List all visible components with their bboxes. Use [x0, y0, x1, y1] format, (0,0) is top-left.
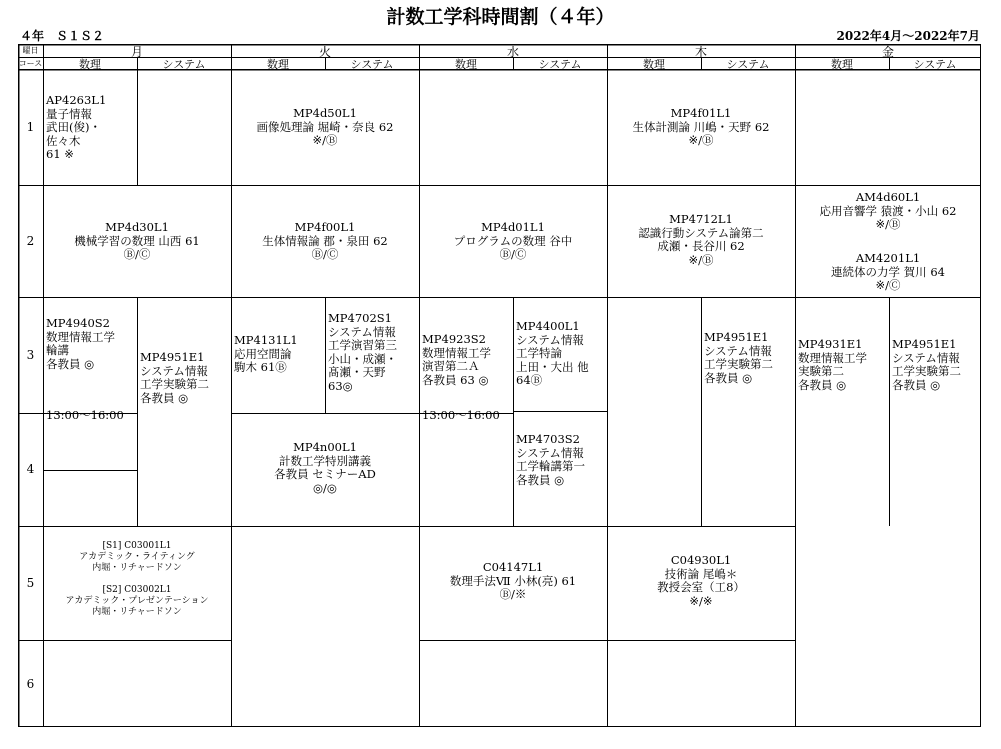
day-header-wed: 水 [506, 45, 519, 59]
course-header-wed-sys: システム [538, 58, 582, 71]
class-cell-wed-p2[interactable]: MP4d01L1 プログラムの数理 谷中 Ⓑ/Ⓒ [453, 220, 573, 261]
course-header-fri-sys: システム [913, 58, 957, 71]
course-header-tue-math: 数理 [267, 58, 289, 71]
timetable [18, 44, 981, 727]
class-cell-fri-p2a[interactable]: AM4d60L1 応用音響学 猿渡・小山 62 ※/Ⓑ [819, 190, 957, 231]
date-range-label: 2022年4月～2022年7月 [836, 29, 980, 43]
class-cell-thu-p2[interactable]: MP4712L1 認識行動システム論第二 成瀬・長谷川 62 ※/Ⓑ [638, 212, 764, 267]
class-cell-thu-p5[interactable]: C04930L1 技術論 尾嶋＊ 教授会室（工8） ※/※ [657, 553, 745, 608]
course-header-fri-math: 数理 [831, 58, 853, 71]
class-cell-mon-p5[interactable]: [S1] C03001L1 アカデミック・ライティング 内堀・リチャードソン [S2] C03002L1 アカデミック・プレゼンテーション 内堀・リチャードソン [65, 541, 209, 617]
course-header-thu-sys: システム [726, 58, 770, 71]
period-5-label: 5 [26, 576, 35, 590]
class-cell-thu-p3-sys[interactable]: MP4951E1 システム情報 工学実験第二 各教員 ◎ [704, 330, 773, 385]
period-1-label: 1 [26, 120, 35, 134]
period-3-label: 3 [26, 348, 35, 362]
class-cell-tue-p2[interactable]: MP4f00L1 生体情報論 郡・泉田 62 Ⓑ/Ⓒ [262, 220, 388, 261]
class-cell-tue-p4[interactable]: MP4n00L1 計数工学特別講義 各教員 セミナーAD ◎/◎ [274, 440, 376, 495]
class-cell-mon-p1[interactable]: AP4263L1 量子情報 武田(俊)・ 佐々木 61 ※ [46, 93, 107, 161]
day-header-tue: 火 [318, 45, 331, 59]
day-row-label: 曜日 [22, 46, 39, 55]
class-cell-wed-p5[interactable]: C04147L1 数理手法Ⅶ 小林(亮) 61 Ⓑ/※ [449, 560, 577, 601]
class-cell-tue-p3-sys[interactable]: MP4702S1 システム情報 工学演習第三 小山・成瀬・ 髙瀬・天野 63◎ [328, 311, 397, 393]
day-header-fri: 金 [881, 45, 894, 59]
grade-term-label: ４年 Ｓ１Ｓ２ [20, 29, 105, 43]
period-2-label: 2 [26, 234, 35, 248]
period-4-label: 4 [26, 462, 35, 476]
class-cell-thu-p1[interactable]: MP4f01L1 生体計測論 川嶋・天野 62 ※/Ⓑ [632, 106, 770, 147]
page-title: 計数工学科時間割（４年） [386, 6, 615, 28]
class-time-wed-p3: 13:00～16:00 [422, 408, 500, 422]
class-cell-tue-p3-math[interactable]: MP4131L1 応用空間論 駒木 61Ⓑ [234, 333, 298, 374]
class-cell-fri-p2b[interactable]: AM4201L1 連続体の力学 賀川 64 ※/Ⓒ [831, 251, 945, 292]
course-header-thu-math: 数理 [643, 58, 665, 71]
class-cell-mon-p2[interactable]: MP4d30L1 機械学習の数理 山西 61 Ⓑ/Ⓒ [74, 220, 200, 261]
class-cell-wed-p3-math[interactable]: MP4923S2 数理情報工学 演習第二Ａ 各教員 63 ◎ [422, 332, 491, 387]
class-cell-mon-p3-sys[interactable]: MP4951E1 システム情報 工学実験第二 各教員 ◎ [140, 350, 209, 405]
class-cell-wed-p3-sys[interactable]: MP4400L1 システム情報 工学特論 上田・大出 他 64Ⓑ [516, 319, 589, 387]
class-cell-mon-p3-math[interactable]: MP4940S2 数理情報工学 輪講 各教員 ◎ [46, 316, 115, 371]
course-header-mon-sys: システム [162, 58, 206, 71]
course-header-mon-math: 数理 [79, 58, 101, 71]
day-header-mon: 月 [130, 45, 143, 59]
day-header-thu: 木 [694, 45, 707, 59]
course-header-tue-sys: システム [350, 58, 394, 71]
class-cell-fri-p3-math[interactable]: MP4931E1 数理情報工学 実験第二 各教員 ◎ [798, 337, 867, 392]
class-cell-tue-p1[interactable]: MP4d50L1 画像処理論 堀崎・奈良 62 ※/Ⓑ [256, 106, 394, 147]
course-row-label: コース [18, 59, 43, 68]
period-6-label: 6 [26, 677, 35, 691]
class-time-mon-p3: 13:00～16:00 [46, 408, 124, 422]
course-header-wed-math: 数理 [455, 58, 477, 71]
class-cell-wed-p4-sys[interactable]: MP4703S2 システム情報 工学輪講第一 各教員 ◎ [516, 432, 585, 487]
class-cell-fri-p3-sys[interactable]: MP4951E1 システム情報 工学実験第二 各教員 ◎ [892, 337, 961, 392]
